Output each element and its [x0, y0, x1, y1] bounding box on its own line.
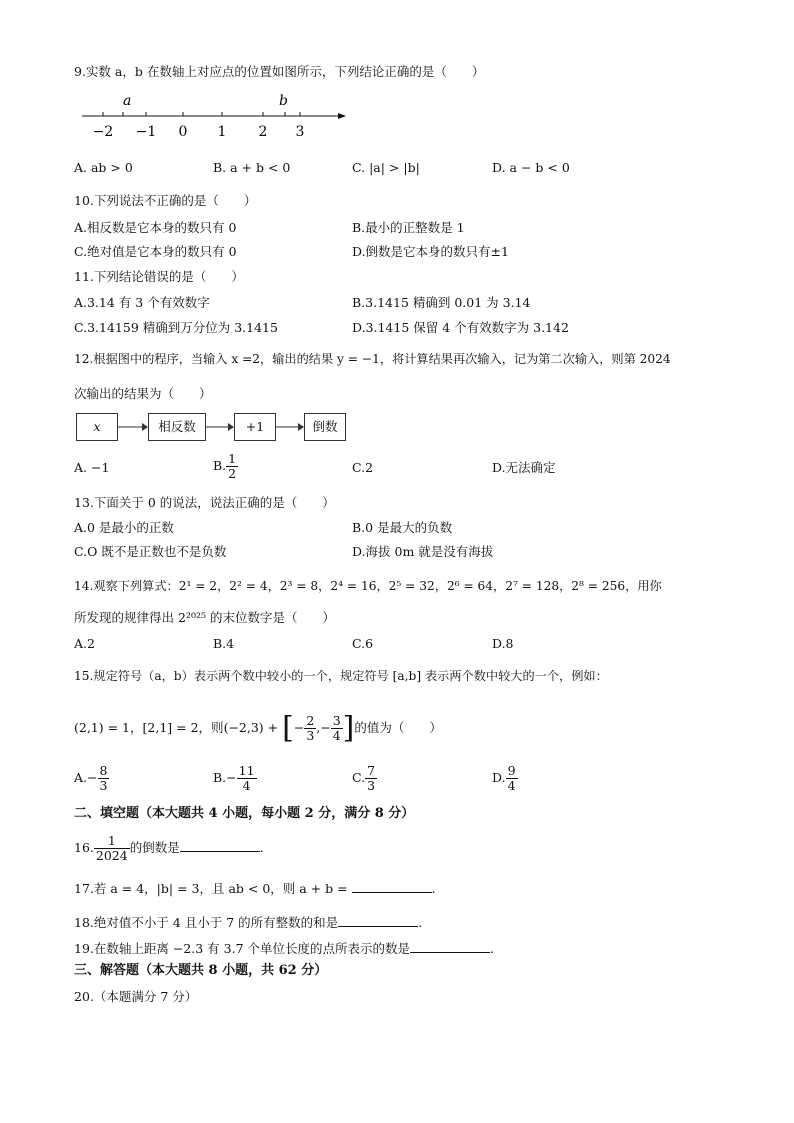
q12-stem-line2: 次输出的结果为（ ） — [74, 386, 212, 401]
q11-option-b: B.3.1415 精确到 0.01 为 3.14 — [352, 295, 531, 310]
number-line-tick-label: −2 — [92, 124, 114, 140]
q12-option-c: C.2 — [352, 460, 374, 475]
q15-option-b: B.− $\frac{11}{4}$ — [213, 763, 255, 793]
q12-stem-line1: 12.根据图中的程序，当输入 x =2，输出的结果 y = −1，将计算结果再次输入，记为第二次输入，则第 2024 — [74, 352, 671, 366]
number-line-figure — [76, 90, 356, 146]
q11-option-d: D.3.1415 保留 4 个有效数字为 3.142 — [352, 320, 569, 335]
q13-option-b: B.0 是最大的负数 — [352, 520, 453, 535]
q18-answer-blank[interactable] — [338, 914, 418, 927]
q10-option-b: B.最小的正整数是 1 — [352, 220, 465, 235]
q18: 18.绝对值不小于 4 且小于 7 的所有整数的和是 . — [74, 915, 423, 930]
q17-answer-blank[interactable] — [352, 880, 432, 893]
q14-stem-line1: 14.观察下列算式：2¹ = 2，2² = 4，2³ = 8，2⁴ = 16，2⁵ = 32，2⁶ = 64，2⁷ = 128，2⁸ = 256，用你 — [74, 579, 662, 593]
q14-stem-line2: 所发现的规律得出 2²⁰²⁵ 的末位数字是（ ） — [74, 610, 335, 625]
q14-option-c: C.6 — [352, 636, 374, 651]
q9-stem: 9.实数 a，b 在数轴上对应点的位置如图所示，下列结论正确的是（ ） — [74, 64, 485, 79]
q15-option-a: A.− $\frac{8}{3}$ — [74, 763, 108, 793]
q10-option-a: A.相反数是它本身的数只有 0 — [74, 220, 237, 235]
q16: 16. $\frac{1}{2024}$ 的倒数是 . — [74, 833, 264, 863]
flow-box-opposite: 相反数 — [148, 413, 206, 441]
q19: 19.在数轴上距离 −2.3 有 3.7 个单位长度的点所表示的数是 . — [74, 941, 494, 956]
q11-option-c: C.3.14159 精确到万分位为 3.1415 — [74, 320, 278, 335]
q12-option-d: D.无法确定 — [492, 460, 556, 475]
number-line-tick-label: 2 — [258, 124, 268, 140]
q11-stem: 11.下列结论错误的是（ ） — [74, 269, 244, 284]
number-line-tick-label: 0 — [178, 124, 188, 140]
section3-heading: 三、解答题（本大题共 8 小题，共 62 分） — [74, 963, 328, 978]
q11-option-a: A.3.14 有 3 个有效数字 — [74, 295, 210, 310]
q15-stem-line2: (2,1) = 1，[2,1] = 2，则(−2,3) + [− $\frac{2}{3}$ ,− $\frac{3}{4}$ ]的值为（ ） — [74, 710, 442, 746]
q13-option-d: D.海拔 0m 就是没有海拔 — [352, 544, 494, 559]
q10-option-c: C.绝对值是它本身的数只有 0 — [74, 244, 237, 259]
q9-option-d: D. a − b < 0 — [492, 160, 570, 175]
q13-option-c: C.O 既不是正数也不是负数 — [74, 544, 227, 559]
section2-heading: 二、填空题（本大题共 4 小题，每小题 2 分，满分 8 分） — [74, 806, 415, 821]
flow-arrow-3 — [276, 421, 304, 433]
q13-stem: 13.下面关于 0 的说法，说法正确的是（ ） — [74, 495, 335, 510]
flow-arrow-1 — [118, 421, 148, 433]
q9-option-b: B. a + b < 0 — [213, 160, 291, 175]
q13-option-a: A.0 是最小的正数 — [74, 520, 174, 535]
q16-answer-blank[interactable] — [180, 839, 260, 852]
q9-option-a: A. ab > 0 — [74, 160, 133, 175]
q14-option-a: A.2 — [74, 636, 95, 651]
q10-option-d: D.倒数是它本身的数只有±1 — [352, 244, 509, 259]
q10-stem: 10.下列说法不正确的是（ ） — [74, 193, 257, 208]
q9-option-c: C. |a| > |b| — [352, 160, 420, 175]
q17: 17.若 a = 4，|b| = 3，且 ab < 0，则 a + b = . — [74, 881, 436, 896]
point-b-label: b — [279, 93, 288, 109]
point-a-label: a — [123, 93, 132, 109]
q15-option-c: C. $\frac{7}{3}$ — [352, 763, 376, 793]
q15-stem-line1: 15.规定符号（a，b）表示两个数中较小的一个，规定符号 [a,b] 表示两个数中较大的一个，例如： — [74, 669, 608, 683]
q15-option-d: D. $\frac{9}{4}$ — [492, 763, 516, 793]
number-line-tick-label: −1 — [135, 124, 157, 140]
q19-answer-blank[interactable] — [410, 940, 490, 953]
q20: 20.（本题满分 7 分） — [74, 989, 198, 1004]
flow-box-input: x — [76, 413, 118, 441]
q12-option-a: A. −1 — [74, 460, 110, 475]
q14-option-b: B.4 — [213, 636, 235, 651]
number-line-tick-label: 3 — [295, 124, 305, 140]
number-line-tick-label: 1 — [217, 124, 227, 140]
q14-option-d: D.8 — [492, 636, 514, 651]
q12-option-b: B. $\frac{1}{2}$ — [213, 451, 237, 481]
flow-arrow-2 — [206, 421, 234, 433]
flow-box-reciprocal: 倒数 — [304, 413, 346, 441]
flow-box-plus-one: +1 — [234, 413, 276, 441]
